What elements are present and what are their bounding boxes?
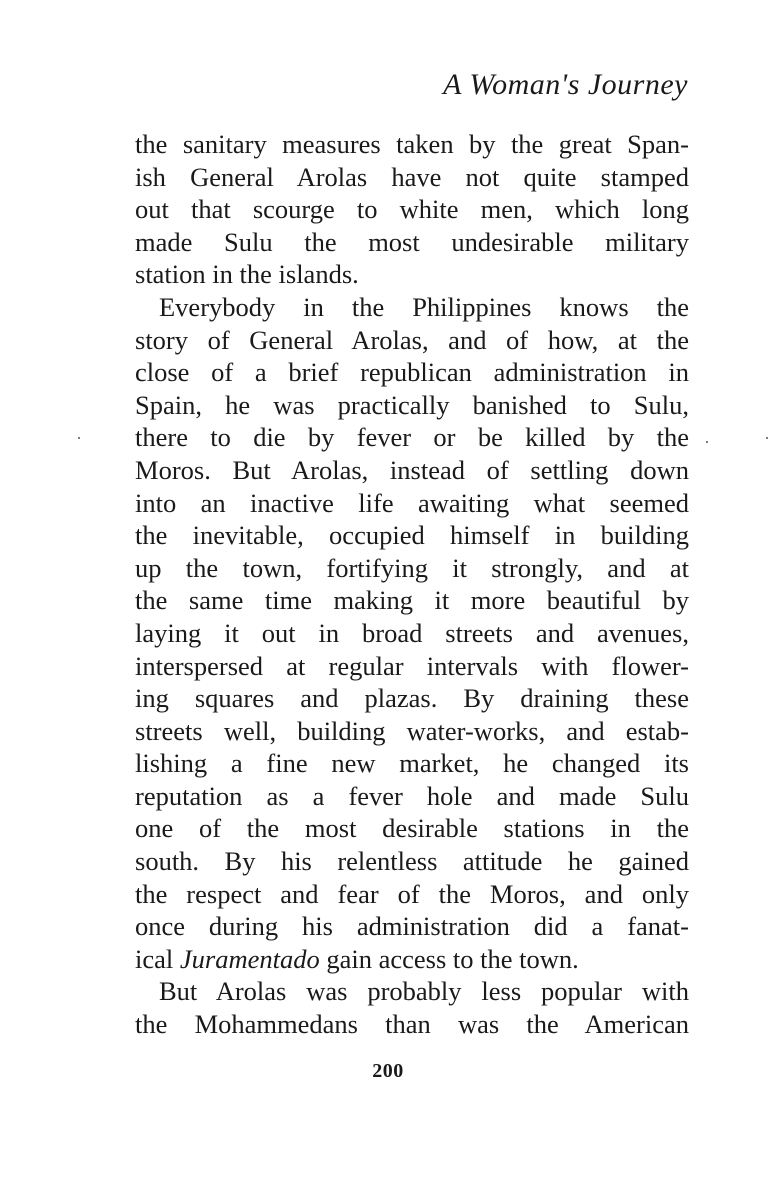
text-line: the respect and fear of the Moros, and only <box>135 878 689 909</box>
text-line: close of a brief republican administration in <box>135 357 689 388</box>
line-text-before: ical <box>135 943 180 974</box>
text-line: ish General Arolas have not quite stamped <box>135 161 689 192</box>
text-line: station in the islands. <box>135 259 359 290</box>
text-line: interspersed at regular intervals with flower- <box>135 650 689 681</box>
text-line: south. By his relentless attitude he gained <box>135 846 689 877</box>
page-number: 200 <box>372 1060 404 1082</box>
text-line: lishing a fine new market, he changed its <box>135 748 689 779</box>
text-line: Moros. But Arolas, instead of settling down <box>135 454 689 485</box>
text-line: out that scourge to white men, which long <box>135 194 689 225</box>
text-line: laying it out in broad streets and avenues, <box>135 617 689 648</box>
text-line: Spain, he was practically banished to Sulu, <box>135 389 689 420</box>
text-line: Everybody in the Philippines knows the <box>159 291 689 322</box>
text-line: into an inactive life awaiting what seemed <box>135 487 689 518</box>
text-line: reputation as a fever hole and made Sulu <box>135 780 689 811</box>
text-line: up the town, fortifying it strongly, and at <box>135 552 689 583</box>
text-line: streets well, building water-works, and estab- <box>135 715 689 746</box>
text-line: the Mohammedans than was the American <box>135 1009 689 1040</box>
scan-speck <box>706 441 708 443</box>
body-text <box>135 128 689 1041</box>
text-line: the sanitary measures taken by the great Span- <box>135 129 689 159</box>
text-line: there to die by fever or be killed by the <box>135 422 689 453</box>
running-title: A Woman's Journey <box>443 68 688 101</box>
text-line: one of the most desirable stations in the <box>135 813 689 844</box>
text-line: once during his administration did a fanat- <box>135 911 689 942</box>
italic-term: Juramentado <box>179 943 320 974</box>
text-line: But Arolas was probably less popular with <box>159 976 689 1007</box>
text-line: story of General Arolas, and of how, at the <box>135 324 689 355</box>
text-line-with-italic <box>135 943 689 976</box>
scan-speck <box>78 437 80 439</box>
text-line: ing squares and plazas. By draining these <box>135 683 689 714</box>
text-line: the inevitable, occupied himself in building <box>135 520 689 551</box>
text-line: made Sulu the most undesirable military <box>135 226 689 257</box>
text-line: the same time making it more beautiful by <box>135 585 689 616</box>
scan-speck <box>766 437 768 439</box>
line-text-after: gain access to the town. <box>319 943 579 974</box>
